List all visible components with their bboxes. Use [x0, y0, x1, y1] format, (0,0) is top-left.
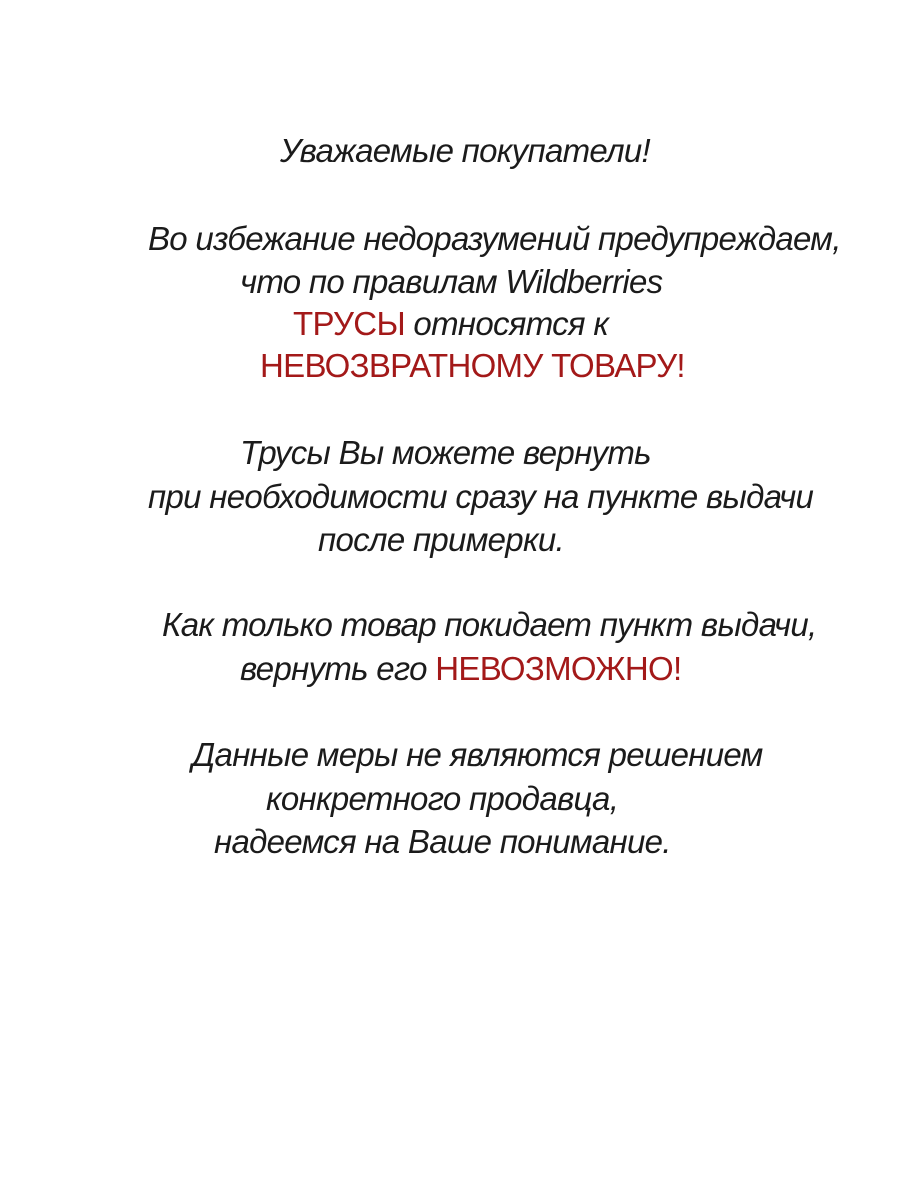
return-info-line-3: после примерки.: [318, 521, 564, 558]
warning-line-1: Во избежание недоразумений предупреждаем,: [148, 220, 841, 257]
underwear-highlight: ТРУСЫ: [293, 305, 405, 342]
warning-line-3: [293, 307, 608, 340]
warning-line-3-rest: относятся к: [404, 305, 609, 342]
impossible-highlight: НЕВОЗМОЖНО!: [435, 650, 682, 687]
closing-line-1: Данные меры не являются решением: [192, 736, 763, 773]
closing-line-2: конкретного продавца,: [266, 780, 619, 817]
leaving-info-line-1: Как только товар покидает пункт выдачи,: [162, 606, 817, 643]
closing-line-3: надеемся на Ваше понимание.: [214, 823, 671, 860]
non-returnable-highlight: [260, 349, 685, 382]
warning-line-2: что по правилам Wildberries: [240, 263, 663, 300]
return-info-line-1: Трусы Вы можете вернуть: [240, 434, 651, 471]
greeting-text: Уважаемые покупатели!: [280, 132, 650, 169]
leaving-info-line-2-prefix: вернуть его: [240, 650, 436, 687]
return-info-line-2: при необходимости сразу на пункте выдачи: [148, 478, 814, 515]
leaving-info-line-2: [240, 652, 682, 685]
non-returnable-text: НЕВОЗВРАТНОМУ ТОВАРУ!: [260, 347, 685, 384]
